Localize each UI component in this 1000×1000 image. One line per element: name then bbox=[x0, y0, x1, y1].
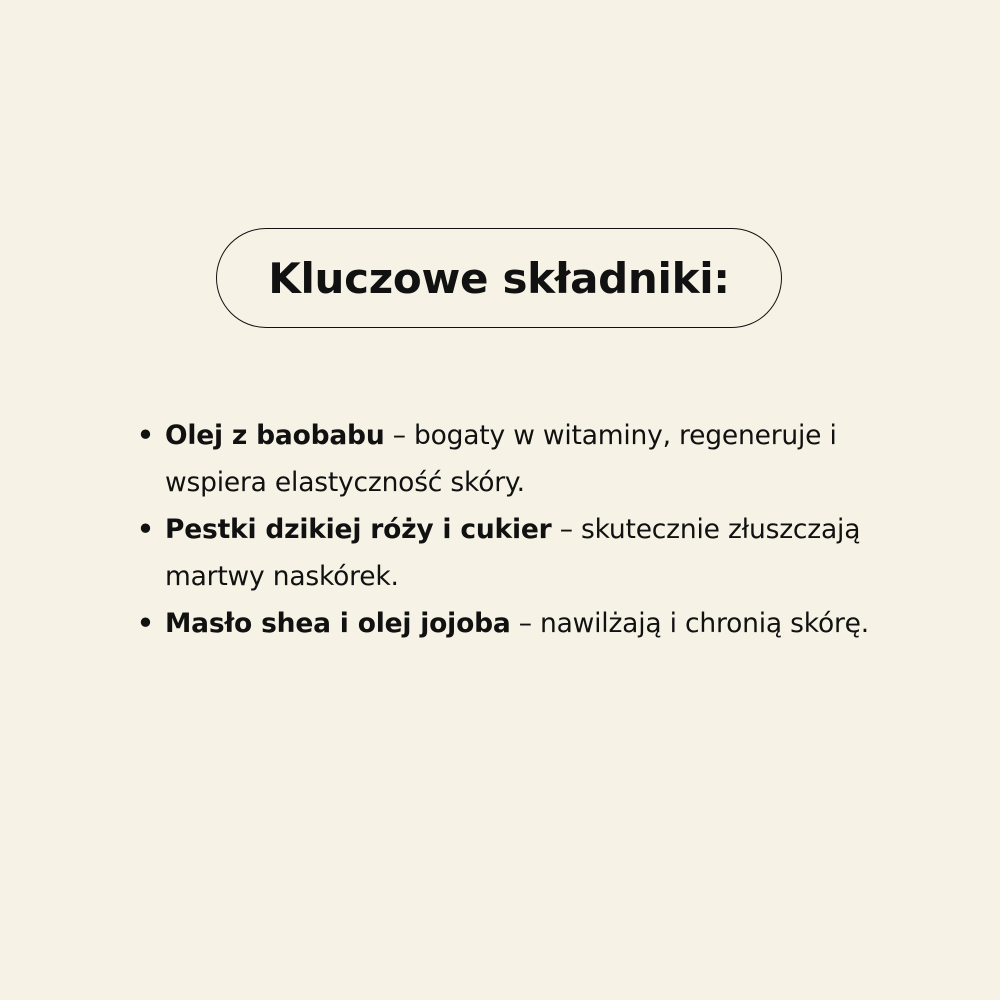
ingredient-name: Masło shea i olej jojoba bbox=[165, 608, 511, 639]
ingredient-item-baobab bbox=[136, 412, 876, 506]
ingredient-description: – bogaty w witaminy, regeneruje i wspiera elastyczność skóry. bbox=[165, 420, 837, 498]
title: Kluczowe składniki: bbox=[268, 253, 730, 303]
ingredient-name: Pestki dzikiej róży i cukier bbox=[165, 514, 552, 545]
ingredient-description: – skutecznie złuszczają martwy naskórek. bbox=[165, 514, 861, 592]
bullet-icon: • bbox=[137, 514, 154, 545]
ingredient-item-rosehip bbox=[136, 506, 876, 600]
title-pill bbox=[216, 228, 782, 328]
ingredients-list bbox=[136, 412, 876, 647]
ingredient-item-shea bbox=[136, 600, 876, 647]
bullet-icon: • bbox=[137, 420, 154, 451]
bullet-icon: • bbox=[137, 608, 154, 639]
ingredient-description: – nawilżają i chronią skórę. bbox=[510, 608, 869, 639]
ingredient-name: Olej z baobabu bbox=[165, 420, 385, 451]
